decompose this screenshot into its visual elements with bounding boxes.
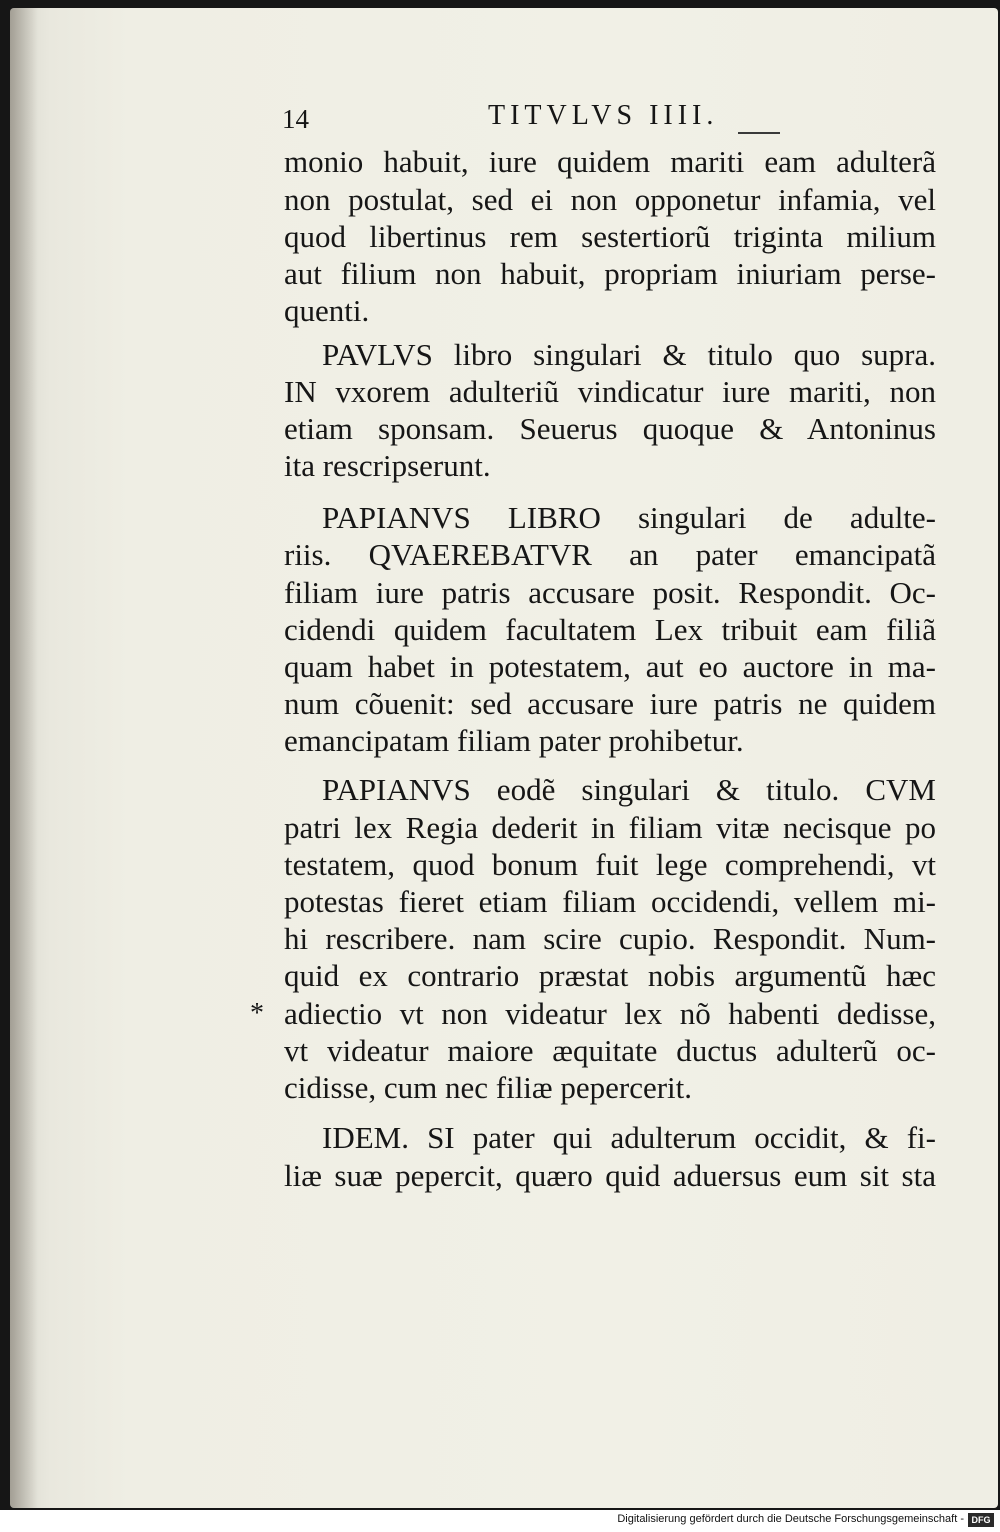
text-line: testatem, quod bonum fuit lege comprehendi, vt bbox=[284, 847, 936, 882]
text-line: cidisse, cum nec filiæ pepercerit. bbox=[284, 1070, 693, 1105]
text-line: riis. QVAEREBATVR an pater emancipatã bbox=[284, 537, 936, 572]
paragraph-heading-line: IDEM. SI pater qui adulterum occidit, & fi- bbox=[322, 1120, 936, 1155]
text-line: cidendi quidem facultatem Lex tribuit eam filiã bbox=[284, 612, 936, 647]
text-line: non postulat, sed ei non opponetur infamia, vel bbox=[284, 182, 936, 217]
text-line: ita rescripserunt. bbox=[284, 448, 491, 483]
text-line: emancipatam filiam pater prohibetur. bbox=[284, 723, 744, 758]
dfg-logo: DFG bbox=[968, 1513, 994, 1527]
text-line: monio habuit, iure quidem mariti eam adulterã bbox=[284, 144, 936, 179]
paragraph-heading-line: PAPIANVS LIBRO singulari de adulte- bbox=[322, 500, 936, 535]
text-line: quam habet in potestatem, aut eo auctore in ma- bbox=[284, 649, 936, 684]
text-line: potestas fieret etiam filiam occidendi, vellem mi- bbox=[284, 884, 936, 919]
text-line: adiectio vt non videatur lex nõ habenti dedisse, bbox=[284, 996, 936, 1031]
text-line: etiam sponsam. Seuerus quoque & Antoninus bbox=[284, 411, 936, 446]
text-line: vt videatur maiore æquitate ductus adulterũ oc- bbox=[284, 1033, 936, 1068]
text-line: hi rescribere. nam scire cupio. Respondit. Num- bbox=[284, 921, 936, 956]
text-line: quid ex contrario præstat nobis argumentũ hæc bbox=[284, 958, 936, 993]
text-line: patri lex Regia dederit in filiam vitæ necisque po bbox=[284, 810, 936, 845]
margin-asterisk: * bbox=[250, 998, 264, 1029]
header-rule bbox=[738, 132, 780, 134]
text-line: IN vxorem adulteriũ vindicatur iure mariti, non bbox=[284, 374, 936, 409]
paragraph-heading-line: PAVLVS libro singulari & titulo quo supra. bbox=[322, 337, 936, 372]
funding-credit: Digitalisierung gefördert durch die Deutsche Forschungsgemeinschaft - bbox=[617, 1513, 964, 1525]
page-number: 14 bbox=[282, 104, 309, 134]
text-line: num cõuenit: sed accusare iure patris ne quidem bbox=[284, 686, 936, 721]
spine-shadow bbox=[10, 8, 38, 1508]
text-line: quenti. bbox=[284, 293, 370, 328]
text-line: liæ suæ pepercit, quæro quid aduersus eum sit sta bbox=[284, 1158, 936, 1193]
text-line: filiam iure patris accusare posit. Respondit. Oc- bbox=[284, 575, 936, 610]
paragraph-heading-line: PAPIANVS eodẽ singulari & titulo. CVM bbox=[322, 772, 936, 807]
running-head: TITVLVS IIII. bbox=[488, 100, 719, 131]
text-line: quod libertinus rem sestertiorũ triginta milium bbox=[284, 219, 936, 254]
text-line: aut filium non habuit, propriam iniuriam perse- bbox=[284, 256, 936, 291]
